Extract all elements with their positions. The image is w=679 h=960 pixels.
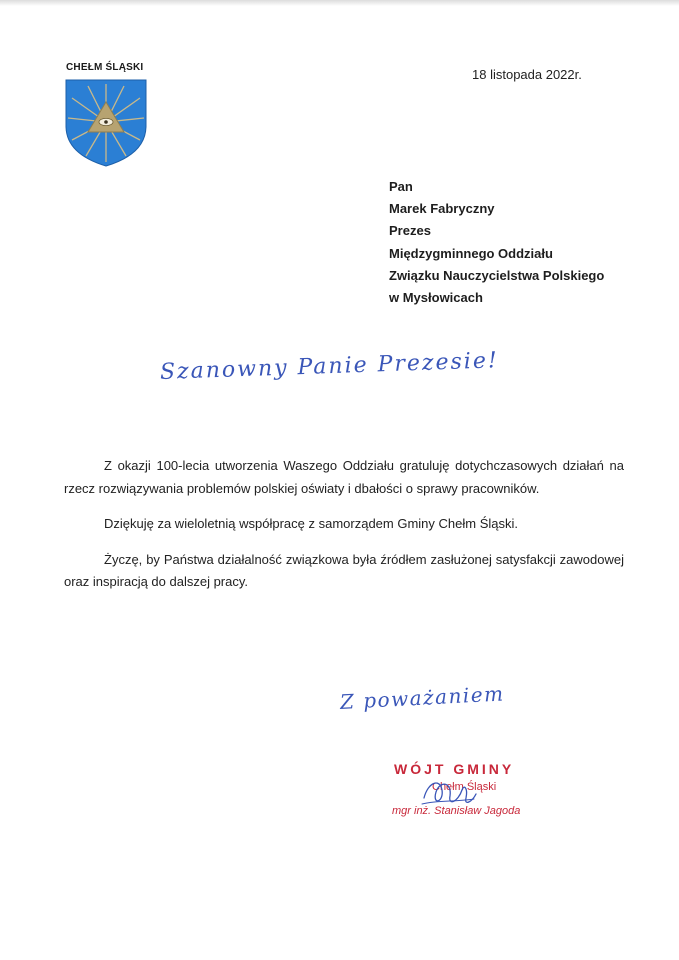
stamp-title: WÓJT GMINY bbox=[394, 761, 515, 777]
recipient-line: Prezes bbox=[389, 223, 431, 239]
recipient-line: Pan bbox=[389, 179, 413, 194]
letter-body bbox=[64, 455, 624, 594]
recipient-line: Marek Fabryczny bbox=[389, 201, 495, 217]
letter-date: 18 listopada 2022r. bbox=[472, 67, 582, 82]
scan-top-edge bbox=[0, 0, 679, 6]
handwritten-salutation: Szanowny Panie Prezesie! bbox=[159, 348, 500, 385]
municipality-name: CHEŁM ŚLĄSKI bbox=[66, 62, 144, 73]
body-paragraph: Z okazji 100-lecia utworzenia Waszego Oddziału gratuluję dotychczasowych działań na rzecz rozwiązywania problemów polskiej oświaty i dbałości o sprawy pracowników. bbox=[64, 458, 624, 496]
recipient-line: Międzygminnego Oddziału bbox=[389, 245, 553, 261]
recipient-line: w Mysłowicach bbox=[389, 290, 483, 306]
eye-of-providence-crest-icon bbox=[64, 78, 148, 168]
stamp-subtitle: Chełm Śląski bbox=[432, 781, 497, 793]
body-paragraph: Życzę, by Państwa działalność związkowa była źródłem zasłużonej satysfakcji zawodowej oraz inspiracją do dalszej pracy. bbox=[64, 551, 624, 589]
recipient-address bbox=[389, 176, 604, 309]
recipient-line: Związku Nauczycielstwa Polskiego bbox=[389, 267, 605, 283]
handwritten-closing: Z poważaniem bbox=[339, 681, 506, 714]
stamp-name: mgr inż. Stanisław Jagoda bbox=[392, 805, 521, 817]
handwritten-signature bbox=[418, 772, 478, 812]
body-paragraph: Dziękuję za wieloletnią współpracę z samorządem Gminy Chełm Śląski. bbox=[104, 516, 518, 531]
